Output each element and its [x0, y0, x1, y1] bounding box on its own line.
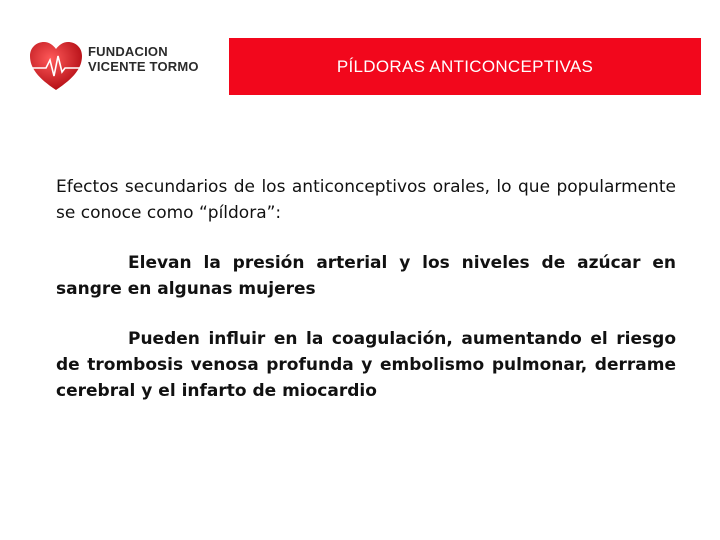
heart-pulse-icon: [28, 40, 84, 92]
logo-text: [88, 44, 199, 74]
slide-body: [56, 174, 676, 428]
logo-line-1: FUNDACION: [88, 44, 168, 59]
intro-paragraph: Efectos secundarios de los anticonceptivos orales, lo que popularmente se conoce como “píldora”:: [56, 177, 676, 223]
page-title: PÍLDORAS ANTICONCEPTIVAS: [336, 56, 594, 76]
foundation-logo: [28, 38, 208, 96]
side-effect-point-2: Pueden influir en la coagulación, aumentando el riesgo de trombosis venosa profunda y embolismo pulmonar, derrame cerebral y el infarto de miocardio: [56, 329, 676, 401]
title-banner: [229, 38, 701, 95]
side-effect-point-1: Elevan la presión arterial y los niveles de azúcar en sangre en algunas mujeres: [56, 253, 676, 299]
logo-line-2: VICENTE TORMO: [88, 59, 199, 74]
